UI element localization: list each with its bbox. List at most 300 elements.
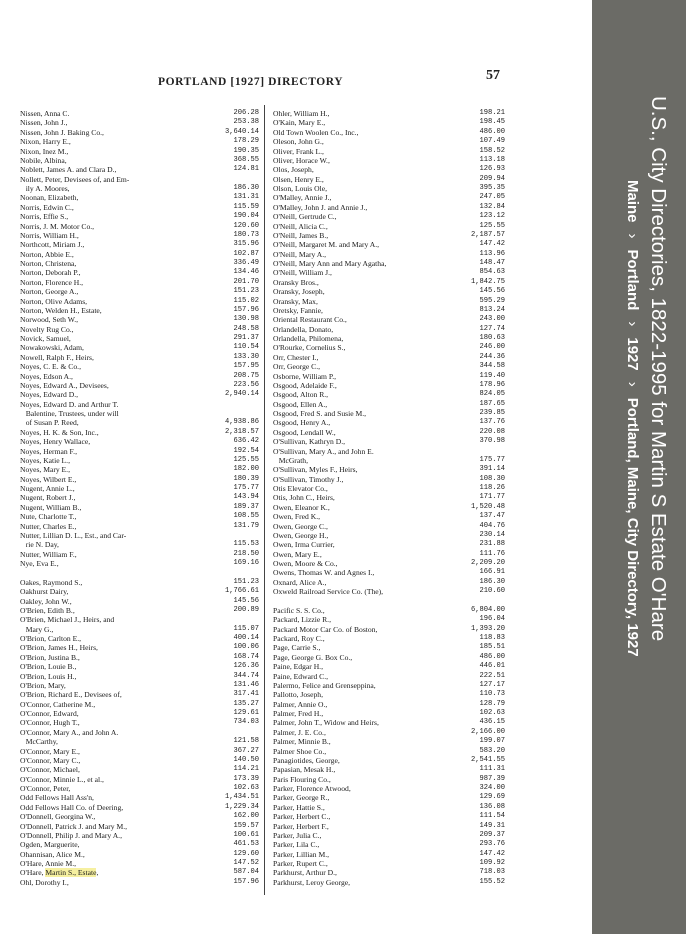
entry-amount: 134.46 [233, 268, 259, 277]
directory-entry [273, 728, 505, 737]
entry-name: Oakley, John W., [20, 596, 72, 606]
entry-amount: 220.08 [479, 427, 505, 436]
directory-entry [273, 803, 505, 812]
directory-entry [273, 784, 505, 793]
entry-name: Northcott, Miriam J., [20, 240, 85, 250]
directory-entry [273, 653, 505, 662]
entry-name: Norton, Olive Adams, [20, 296, 88, 306]
entry-name: O'Neill, William J., [273, 268, 332, 278]
directory-entry [273, 372, 505, 381]
entry-name: Palmer, Minnie B., [273, 737, 331, 747]
directory-entry [20, 681, 259, 690]
entry-name: O'Connor, Minnie L., et al., [20, 774, 104, 784]
entry-name: O'Connor, Peter, [20, 784, 71, 793]
entry-amount: 187.65 [479, 399, 505, 408]
entry-name: O'Connor, Hugh T., [20, 718, 80, 728]
entry-amount: 102.63 [479, 709, 505, 717]
entry-name: Norton, Christena, [20, 259, 77, 268]
entry-amount: 1,393.20 [470, 624, 505, 633]
directory-entry [273, 268, 505, 277]
directory-entry [20, 878, 259, 887]
entry-amount: 147.52 [233, 859, 259, 867]
directory-entry [20, 775, 259, 784]
directory-entry [20, 709, 259, 718]
entry-name: Norton, George A., [20, 287, 79, 297]
entry-amount: 123.12 [479, 212, 505, 221]
directory-entry [273, 212, 505, 221]
directory-entry [273, 353, 505, 362]
entry-name: Oxnard, Alice A., [273, 577, 327, 587]
entry-name: Owen, Irma Currier, [273, 540, 335, 550]
directory-entry [273, 578, 505, 587]
entry-amount [256, 175, 259, 184]
directory-entry [20, 587, 259, 596]
entry-name: rie N. Day, [20, 540, 59, 550]
directory-entry [20, 653, 259, 662]
entry-amount: 317.41 [233, 690, 259, 699]
entry-amount: 100.06 [233, 643, 259, 652]
search-match-highlight: Martin S., Estate [45, 868, 97, 878]
entry-name: Ohannisan, Alice M., [20, 849, 85, 859]
entry-name: Noyes, Wilbert E., [20, 474, 77, 484]
entry-name: Norton, Welden H., Estate, [20, 305, 102, 315]
directory-entry [273, 540, 505, 549]
entry-amount: 734.03 [233, 718, 259, 727]
entry-name: Nutter, Charles E., [20, 521, 77, 531]
entry-name: Ohl, Dorothy I., [20, 877, 69, 887]
directory-entry [20, 484, 259, 493]
entry-amount: 124.81 [233, 165, 259, 174]
directory-entry [273, 522, 505, 531]
directory-entry [20, 231, 259, 240]
directory-entry [273, 184, 505, 193]
directory-entry [20, 203, 259, 212]
entry-name: O'Hare, Martin S., Estate, [20, 868, 99, 878]
entry-amount: 175.77 [479, 455, 505, 464]
entry-name: Noyes, Henry Wallace, [20, 437, 91, 447]
entry-amount: 159.57 [233, 821, 259, 830]
entry-amount: 115.59 [233, 202, 259, 211]
entry-name: Owen, Mary E., [273, 549, 322, 559]
entry-amount: 583.20 [479, 746, 505, 755]
entry-amount: 190.04 [233, 212, 259, 221]
entry-amount: 175.77 [233, 484, 259, 492]
directory-entry [273, 203, 505, 212]
entry-amount: 718.03 [479, 868, 505, 877]
directory-entry [20, 765, 259, 774]
entry-name: Novelty Rug Co., [20, 324, 74, 334]
breadcrumb-item-directory[interactable]: Portland, Maine, City Directory, 1927 [624, 397, 641, 657]
entry-amount: 162.00 [233, 812, 259, 821]
entry-name: O'Hare, Annie M., [20, 859, 76, 868]
entry-amount: 100.61 [233, 830, 259, 839]
entry-name: O'Brion, Justina B., [20, 652, 80, 662]
entry-amount: 2,166.00 [470, 727, 505, 736]
breadcrumb-item-state[interactable]: Maine [624, 180, 641, 223]
entry-amount: 199.07 [479, 737, 505, 746]
entry-amount [256, 568, 259, 577]
directory-entry [273, 737, 505, 746]
entry-amount: 198.21 [479, 109, 505, 117]
entry-name: Nute, Charlotte T., [20, 512, 77, 522]
directory-entry [20, 400, 259, 409]
directory-entry [20, 278, 259, 287]
entry-name: Orr, Chester I., [273, 352, 319, 362]
entry-amount: 239.85 [479, 409, 505, 417]
entry-name: Nobile, Albina, [20, 155, 67, 165]
entry-name: Parker, Julia C., [273, 830, 322, 840]
directory-entry [20, 831, 259, 840]
entry-name: Balentine, Trustees, under will [20, 409, 119, 418]
entry-amount: 486.00 [479, 652, 505, 661]
directory-entry [273, 840, 505, 849]
directory-entry [273, 484, 505, 493]
directory-entry [273, 343, 505, 352]
directory-entry [20, 456, 259, 465]
breadcrumb-separator: › [624, 233, 641, 239]
directory-entry [20, 512, 259, 521]
entry-name: Oriental Restaurant Co., [273, 315, 347, 325]
directory-entry [273, 250, 505, 259]
entry-amount: 198.45 [479, 118, 505, 127]
page-header-title: PORTLAND [1927] DIRECTORY [158, 76, 344, 88]
entry-name: Norton, Florence H., [20, 277, 84, 287]
entry-name: O'Neill, Alicia C., [273, 221, 328, 231]
entry-name: Nissen, Anna C. [20, 109, 70, 118]
directory-entry [273, 475, 505, 484]
directory-entry [20, 690, 259, 699]
entry-amount: 126.93 [479, 165, 505, 174]
directory-entry [273, 297, 505, 306]
entry-name: Osgood, Alton R., [273, 390, 329, 400]
directory-entry [20, 859, 259, 868]
entry-name: Pacific S. S. Co., [273, 605, 325, 615]
directory-entry [20, 625, 259, 634]
entry-amount: 244.36 [479, 352, 505, 361]
entry-name: Nugent, Annie L., [20, 484, 75, 493]
entry-name: O'Sullivan, Mary A., and John E. [273, 446, 374, 456]
entry-amount: 446.01 [479, 662, 505, 671]
entry-name: Nissen, John J. Baking Co., [20, 127, 104, 137]
entry-amount: 113.96 [479, 249, 505, 258]
entry-name: O'Connor, Michael, [20, 765, 80, 775]
directory-entry [273, 118, 505, 127]
directory-entry [20, 747, 259, 756]
directory-entry [273, 175, 505, 184]
entry-amount: 189.37 [233, 502, 259, 511]
directory-entry [273, 643, 505, 652]
entry-amount: 157.96 [233, 305, 259, 314]
entry-name: Parker, George R., [273, 793, 330, 803]
entry-amount: 136.08 [479, 802, 505, 811]
entry-name: Norris, J. M. Motor Co., [20, 221, 95, 231]
entry-name: Palermo, Felice and Grenseppina, [273, 680, 376, 690]
entry-name: Nixon, Harry E., [20, 137, 71, 147]
directory-entry [20, 250, 259, 259]
directory-entry [20, 634, 259, 643]
entry-amount: 196.04 [479, 615, 505, 624]
entry-amount: 133.30 [233, 352, 259, 361]
entry-name: Nissen, John J., [20, 118, 68, 128]
entry-amount: 400.14 [233, 634, 259, 642]
directory-entry [273, 428, 505, 437]
directory-entry [20, 259, 259, 268]
entry-name: Paine, Edward C., [273, 671, 329, 681]
entry-name: Osgood, Ellen A., [273, 399, 328, 409]
directory-entry [273, 137, 505, 146]
entry-name: Nowakowski, Adam, [20, 343, 84, 353]
entry-amount [256, 615, 259, 624]
directory-entry [20, 222, 259, 231]
entry-amount: 404.76 [479, 521, 505, 530]
entry-amount: 120.60 [233, 221, 259, 230]
entry-amount: 336.49 [233, 259, 259, 267]
entry-amount: 253.38 [233, 118, 259, 127]
entry-name: Old Town Woolen Co., Inc., [273, 127, 359, 137]
directory-entry [20, 615, 259, 624]
directory-entry [273, 775, 505, 784]
directory-entry [20, 184, 259, 193]
directory-entry [273, 306, 505, 315]
entry-name: Olson, Louis Ole, [273, 184, 327, 193]
entry-amount: 137.47 [479, 512, 505, 521]
entry-amount: 127.17 [479, 680, 505, 689]
directory-entry [20, 597, 259, 606]
entry-name: Owen, Fred K., [273, 512, 321, 522]
entry-name: Owen, Moore & Co., [273, 559, 338, 568]
entry-amount: 1,434.51 [224, 793, 259, 802]
directory-entry [20, 156, 259, 165]
entry-amount: 2,318.57 [224, 427, 259, 436]
entry-amount: 102.87 [233, 249, 259, 258]
entry-amount: 151.23 [233, 577, 259, 586]
entry-name: O'Neill, Margaret M. and Mary A., [273, 240, 380, 250]
directory-entry [273, 512, 505, 521]
entry-name: Noblett, James A. and Clara D., [20, 165, 117, 175]
entry-amount: 436.15 [479, 718, 505, 727]
breadcrumb-separator: › [624, 381, 641, 387]
directory-entry [20, 175, 259, 184]
entry-amount: 824.05 [479, 390, 505, 399]
entry-amount: 130.98 [233, 315, 259, 324]
entry-amount: 201.70 [233, 277, 259, 286]
breadcrumb-item-city[interactable]: Portland [624, 249, 641, 311]
breadcrumb-item-year[interactable]: 1927 [624, 337, 641, 371]
entry-name: Parker, Hattie S., [273, 802, 325, 812]
directory-entry [20, 109, 259, 118]
directory-entry [273, 587, 505, 596]
entry-amount: 344.74 [233, 671, 259, 680]
directory-entry [273, 859, 505, 868]
entry-name: McGrath, [273, 455, 309, 465]
entry-name: O'Sullivan, Myles F., Heirs, [273, 465, 358, 475]
entry-name: Osgood, Adelaide F., [273, 380, 337, 390]
entry-name: O'Kain, Mary E., [273, 118, 326, 128]
entry-name: O'Brien, Michael J., Heirs, and [20, 615, 115, 625]
entry-name: Noyes, Herman F., [20, 446, 77, 456]
directory-entry [273, 672, 505, 681]
directory-entry [20, 475, 259, 484]
directory-entry [20, 437, 259, 446]
entry-name: Parker, Rupert C., [273, 859, 328, 868]
entry-amount: 291.37 [233, 334, 259, 342]
entry-amount: 149.31 [479, 821, 505, 830]
entry-amount: 108.30 [479, 474, 505, 483]
entry-name: O'Brion, James H., Heirs, [20, 643, 98, 653]
entry-name: Packard, Roy C., [273, 634, 325, 643]
entry-amount: 110.54 [233, 343, 259, 352]
directory-entry [20, 372, 259, 381]
directory-entry [20, 793, 259, 802]
entry-amount: 209.37 [479, 830, 505, 839]
entry-name: Orlandella, Donato, [273, 324, 334, 334]
directory-entry [20, 522, 259, 531]
entry-name: Page, George G. Box Co., [273, 652, 353, 662]
entry-name: O'Neill, Gertrude C., [273, 212, 337, 222]
directory-entry [273, 662, 505, 671]
directory-entry [273, 465, 505, 474]
directory-entry [273, 156, 505, 165]
entry-amount: 114.21 [233, 765, 259, 774]
entry-amount: 587.04 [233, 868, 259, 877]
entry-amount: 370.98 [479, 437, 505, 446]
entry-amount: 169.16 [233, 559, 259, 567]
entry-name: Nixon, Inez M., [20, 146, 69, 156]
right-column [273, 109, 505, 887]
directory-entry [273, 793, 505, 802]
entry-name: O'Connor, Mary A., and John A. [20, 727, 119, 737]
entry-name: O'Rourke, Cornelius S., [273, 343, 346, 353]
entry-amount: 208.75 [233, 371, 259, 380]
entry-amount: 108.55 [233, 512, 259, 521]
entry-amount: 595.29 [479, 296, 505, 305]
directory-entry [20, 718, 259, 727]
entry-amount: 131.46 [233, 680, 259, 689]
entry-name: Ogden, Marguerite, [20, 840, 80, 850]
entry-name: Oxweld Railroad Service Co. (The), [273, 587, 384, 597]
entry-name: Parker, Lillian M., [273, 849, 330, 859]
entry-amount: 129.69 [479, 793, 505, 802]
entry-amount: 121.58 [233, 737, 259, 746]
entry-amount: 230.14 [479, 530, 505, 539]
directory-entry [273, 418, 505, 427]
entry-name: Oransky, Max, [273, 296, 318, 306]
entry-name: Noonan, Elizabeth, [20, 193, 79, 203]
directory-entry [273, 868, 505, 877]
directory-entry [20, 737, 259, 746]
entry-name: Packard Motor Car Co. of Boston, [273, 624, 378, 634]
directory-entry [20, 325, 259, 334]
entry-amount: 110.73 [479, 690, 505, 699]
entry-amount: 324.00 [479, 784, 505, 792]
entry-name: Osgood, Henry A., [273, 418, 331, 428]
entry-amount: 461.53 [233, 840, 259, 849]
directory-entry [273, 409, 505, 418]
entry-amount: 127.74 [479, 324, 505, 333]
entry-name: Norwood, Seth W., [20, 315, 79, 325]
entry-amount: 115.53 [233, 540, 259, 549]
entry-name: ily A. Moores, [20, 184, 70, 193]
entry-name: Palmer, J. E. Co., [273, 727, 326, 737]
entry-name: Noyes, C. E. & Co., [20, 362, 81, 372]
entry-name: Parkhurst, Arthur D., [273, 868, 337, 878]
entry-amount: 4,938.86 [224, 418, 259, 427]
directory-entry [20, 362, 259, 371]
entry-name: Packard, Lizzie R., [273, 615, 331, 625]
entry-name: O'Sullivan, Timothy J., [273, 474, 344, 484]
entry-name: Nugent, Robert J., [20, 493, 76, 503]
directory-entry [20, 503, 259, 512]
entry-name: Oretsky, Fannie, [273, 305, 323, 315]
entry-amount: 636.42 [233, 437, 259, 446]
entry-name: Orlandella, Philomena, [273, 334, 344, 343]
entry-name: O'Connor, Edward, [20, 709, 79, 718]
entry-name: Parkhurst, Leroy George, [273, 877, 351, 887]
directory-entry [273, 390, 505, 399]
entry-name: Parker, Herbert F., [273, 821, 329, 831]
directory-entry [20, 128, 259, 137]
entry-name: O'Sullivan, Kathryn D., [273, 437, 346, 447]
directory-entry [20, 381, 259, 390]
directory-entry [20, 662, 259, 671]
directory-entry [20, 812, 259, 821]
entry-name: Oliver, Horace W., [273, 155, 330, 165]
entry-name: O'Brion, Louis H., [20, 671, 77, 681]
entry-name: O'Neill, Mary A., [273, 249, 327, 259]
entry-name: O'Brion, Mary, [20, 680, 66, 690]
entry-amount: 131.31 [233, 193, 259, 202]
entry-amount: 180.73 [233, 230, 259, 239]
entry-name: Nugent, William B., [20, 502, 82, 512]
entry-name: Norris, William H., [20, 230, 79, 240]
directory-entry [273, 315, 505, 324]
directory-entry [20, 240, 259, 249]
entry-amount: 147.42 [479, 849, 505, 858]
entry-name: Olsen, Henry E., [273, 174, 324, 184]
entry-amount: 129.61 [233, 709, 259, 717]
entry-name: Odd Fellows Hall Ass'n, [20, 793, 94, 803]
directory-entry [20, 137, 259, 146]
entry-name: Norton, Deborah P., [20, 268, 81, 278]
entry-amount: 1,842.75 [470, 277, 505, 286]
directory-entry [273, 325, 505, 334]
directory-entry [273, 690, 505, 699]
entry-name: O'Connor, Mary C., [20, 755, 81, 765]
directory-entry [20, 540, 259, 549]
entry-amount [502, 597, 505, 606]
directory-entry [20, 409, 259, 418]
entry-amount: 1,766.61 [224, 587, 259, 596]
entry-name: Noyes, Katie L., [20, 455, 70, 465]
entry-name: Paine, Edgar H., [273, 662, 323, 672]
entry-amount: 3,640.14 [224, 127, 259, 136]
entry-amount: 157.95 [233, 362, 259, 371]
directory-entry [20, 287, 259, 296]
entry-name: O'Brien, Edith B., [20, 605, 75, 615]
entry-amount: 113.18 [479, 155, 505, 164]
directory-entry [20, 315, 259, 324]
entry-amount: 131.79 [233, 521, 259, 530]
directory-entry [20, 672, 259, 681]
directory-entry [20, 850, 259, 859]
directory-entry [20, 840, 259, 849]
entry-name: Nye, Eva E., [20, 559, 59, 568]
directory-entry [273, 718, 505, 727]
entry-amount: 125.55 [233, 455, 259, 464]
entry-name: Palmer, John T., Widow and Heirs, [273, 718, 379, 728]
directory-entry [20, 212, 259, 221]
entry-amount: 293.76 [479, 840, 505, 849]
